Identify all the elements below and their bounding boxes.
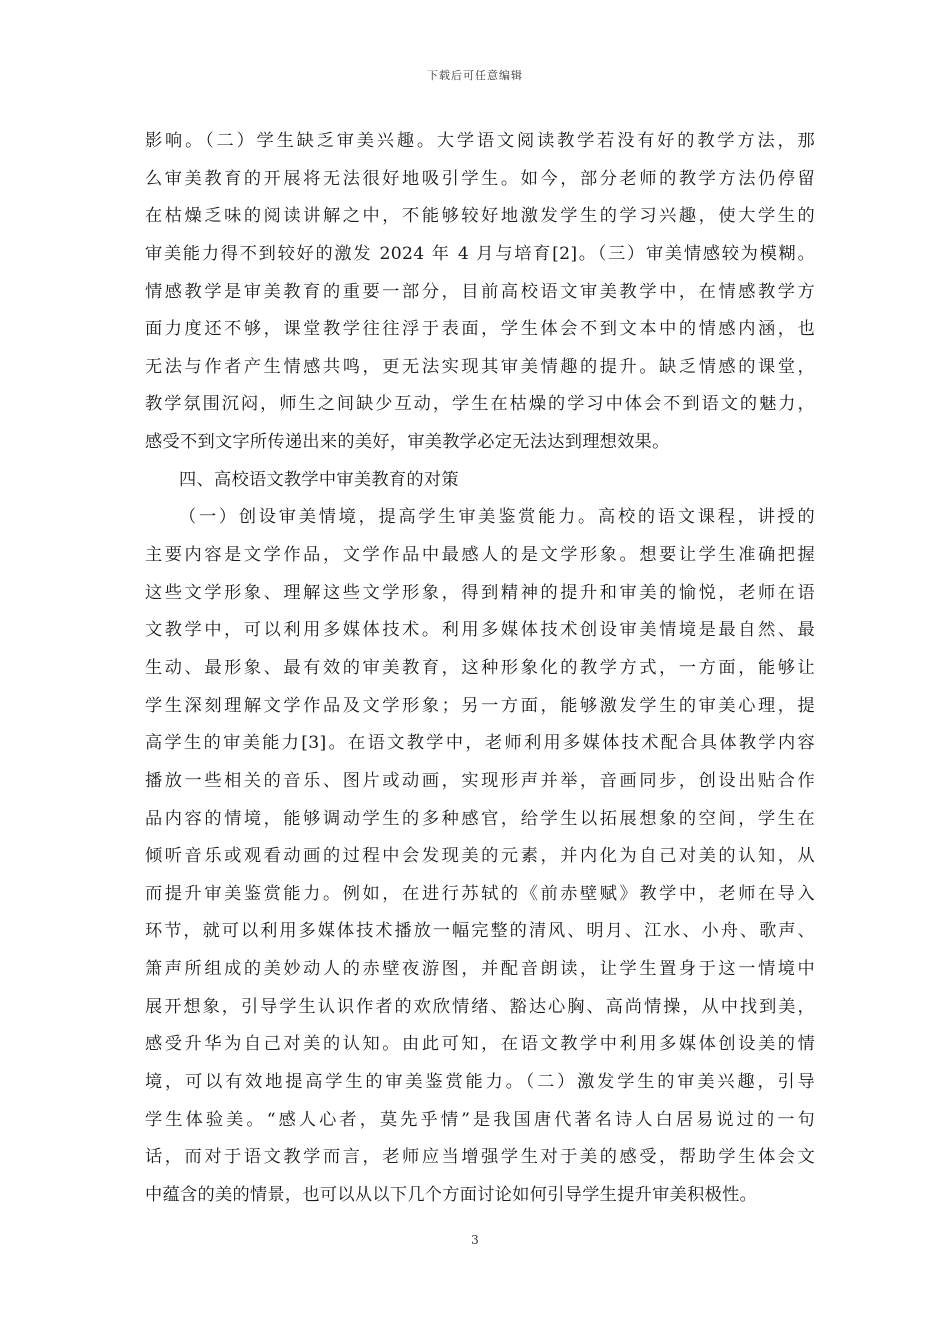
text-line: 话，而对于语文教学而言，老师应当增强学生对于美的感受，帮助学生体会文: [145, 1147, 815, 1168]
text-line: 在枯燥乏味的阅读讲解之中，不能够较好地激发学生的学习兴趣，使大学生的: [145, 206, 815, 227]
page-number: 3: [471, 1233, 479, 1247]
text-line: 文教学中，可以利用多媒体技术。利用多媒体技术创设审美情境是最自然、最: [145, 620, 815, 641]
text-line: 中蕴含的美的情景，也可以从以下几个方面讨论如何引导学生提升审美积极性。: [145, 1184, 758, 1205]
text-line: 而提升审美鉴赏能力。例如，在进行苏轼的《前赤壁赋》教学中，老师在导入: [145, 883, 815, 904]
text-line: 影响。（二）学生缺乏审美兴趣。大学语文阅读教学若没有好的教学方法，那: [145, 131, 815, 151]
text-line: 播放一些相关的音乐、图片或动画，实现形声并举，音画同步，创设出贴合作: [145, 770, 815, 791]
text-line: 生动、最形象、最有效的审美教育，这种形象化的教学方式，一方面，能够让: [145, 657, 815, 678]
text-line: 环节，就可以利用多媒体技术播放一幅完整的清风、明月、江水、小舟、歌声、: [145, 921, 815, 942]
text-line: 箫声所组成的美妙动人的赤壁夜游图，并配音朗读，让学生置身于这一情境中: [145, 959, 815, 980]
text-line: 主要内容是文学作品，文学作品中最感人的是文学形象。想要让学生准确把握: [145, 545, 815, 566]
text-line: 感受升华为自己对美的认知。由此可知，在语文教学中利用多媒体创设美的情: [145, 1034, 815, 1055]
text-line: 么审美教育的开展将无法很好地吸引学生。如今，部分老师的教学方法仍停留: [145, 168, 815, 189]
text-line: 展开想象，引导学生认识作者的欢欣情绪、豁达心胸、高尚情操，从中找到美，: [145, 996, 815, 1017]
text-line: 高学生的审美能力[3]。在语文教学中，老师利用多媒体技术配合具体教学内容: [145, 733, 815, 754]
paragraph-1: [145, 123, 815, 462]
page-header: 下载后可任意编辑: [427, 69, 523, 82]
section-heading: 四、高校语文教学中审美教育的对策: [179, 469, 459, 490]
paragraph-2: [145, 499, 815, 1214]
text-line: 学生体验美。“感人心者，莫先乎情”是我国唐代著名诗人白居易说过的一句: [145, 1109, 815, 1130]
text-line: 品内容的情境，能够调动学生的多种感官，给学生以拓展想象的空间，学生在: [145, 808, 815, 829]
text-line: （一）创设审美情境，提高学生审美鉴赏能力。高校的语文课程，讲授的: [179, 507, 815, 528]
text-line: 这些文学形象、理解这些文学形象，得到精神的提升和审美的愉悦，老师在语: [145, 582, 815, 603]
text-line: 情感教学是审美教育的重要一部分，目前高校语文审美教学中，在情感教学方: [145, 281, 815, 302]
document-body: [145, 123, 815, 1215]
text-line: 倾听音乐或观看动画的过程中会发现美的元素，并内化为自己对美的认知，从: [145, 846, 815, 867]
text-line: 无法与作者产生情感共鸣，更无法实现其审美情趣的提升。缺乏情感的课堂，: [145, 356, 815, 377]
text-line: 学生深刻理解文学作品及文学形象；另一方面，能够激发学生的审美心理，提: [145, 695, 815, 716]
text-line: 教学氛围沉闷，师生之间缺少互动，学生在枯燥的学习中体会不到语文的魅力，: [145, 394, 815, 415]
text-line: 面力度还不够，课堂教学往往浮于表面，学生体会不到文本中的情感内涵，也: [145, 319, 815, 340]
text-line: 境，可以有效地提高学生的审美鉴赏能力。（二）激发学生的审美兴趣，引导: [145, 1072, 815, 1093]
text-line: 感受不到文字所传递出来的美好，审美教学必定无法达到理想效果。: [145, 432, 670, 453]
text-line: 审美能力得不到较好的激发 2024 年 4 月与培育[2]。（三）审美情感较为模糊。: [145, 243, 815, 264]
